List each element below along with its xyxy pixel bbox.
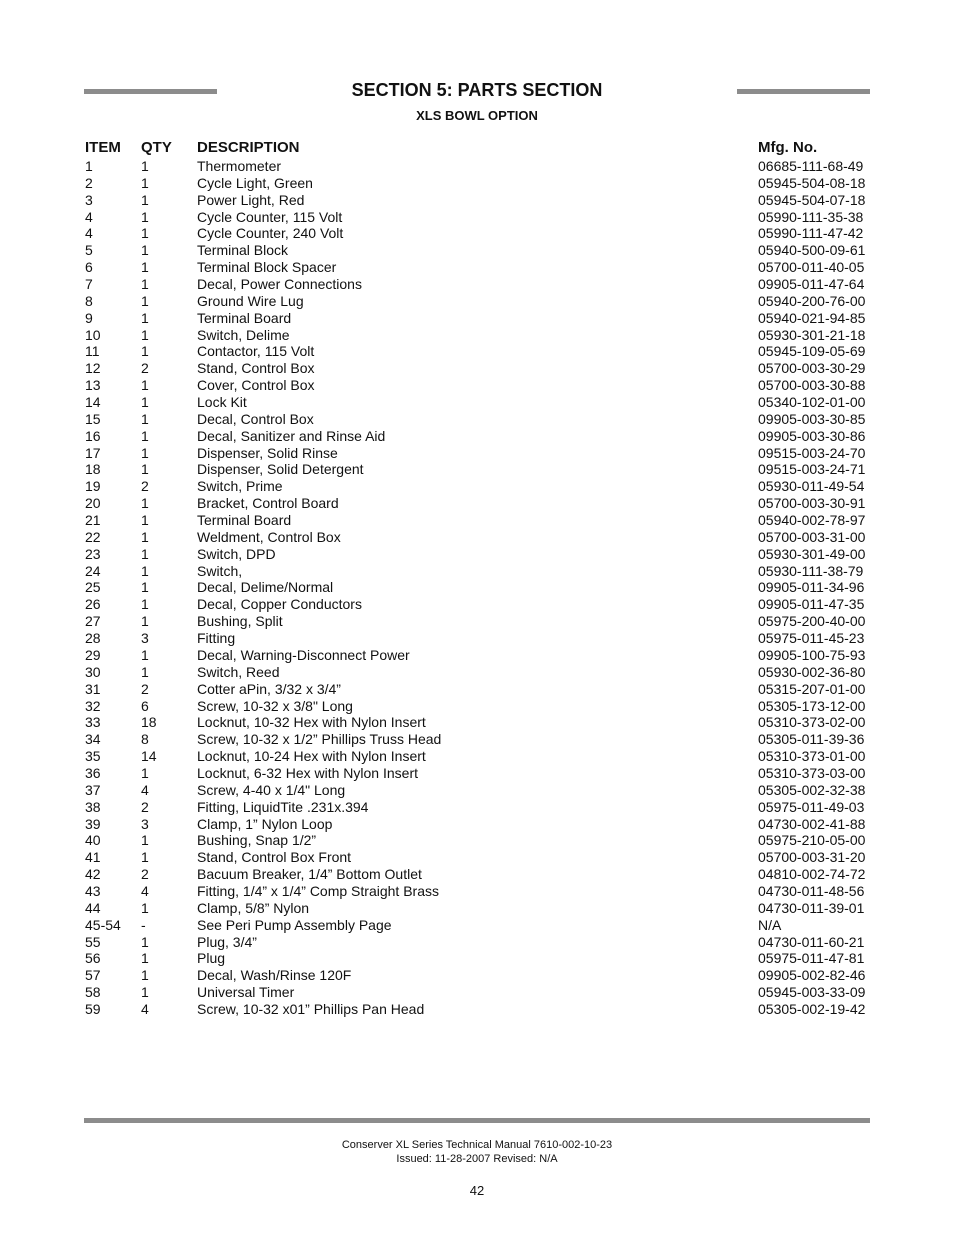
row-item: 31: [85, 680, 101, 697]
row-qty: 1: [141, 394, 149, 411]
row-qty: 2: [141, 478, 149, 495]
table-row: [85, 343, 870, 360]
row-qty: 1: [141, 495, 149, 512]
row-mfg-number: 05930-301-21-18: [758, 326, 866, 343]
row-mfg-number: 05945-504-08-18: [758, 174, 866, 191]
row-qty: 2: [141, 680, 149, 697]
row-description: Locknut, 10-32 Hex with Nylon Insert: [197, 714, 426, 731]
row-mfg-number: 09905-011-34-96: [758, 579, 865, 596]
row-description: Decal, Warning-Disconnect Power: [197, 646, 410, 663]
row-item: 34: [85, 731, 101, 748]
row-item: 45-54: [85, 916, 121, 933]
row-qty: 1: [141, 933, 149, 950]
table-row: [85, 681, 870, 698]
row-mfg-number: 05930-002-36-80: [758, 663, 866, 680]
row-qty: 1: [141, 444, 149, 461]
row-mfg-number: 05945-109-05-69: [758, 343, 866, 360]
row-item: 30: [85, 663, 101, 680]
row-mfg-number: 05305-002-32-38: [758, 781, 866, 798]
row-description: Screw, 10-32 x 1/2” Phillips Truss Head: [197, 731, 442, 748]
table-row: [85, 242, 870, 259]
row-item: 21: [85, 512, 101, 529]
row-qty: 1: [141, 967, 149, 984]
row-item: 24: [85, 562, 101, 579]
row-description: Power Light, Red: [197, 191, 305, 208]
row-qty: 2: [141, 360, 149, 377]
row-description: Clamp, 5/8” Nylon: [197, 899, 310, 916]
table-row: [85, 209, 870, 226]
row-description: Decal, Copper Conductors: [197, 596, 362, 613]
table-row: [85, 664, 870, 681]
table-row: [85, 900, 870, 917]
row-mfg-number: 05930-111-38-79: [758, 562, 864, 579]
row-qty: 1: [141, 663, 149, 680]
table-row: [85, 866, 870, 883]
row-qty: 1: [141, 208, 149, 225]
footer-issued: Issued: 11-28-2007 Revised: N/A: [396, 1153, 558, 1165]
row-mfg-number: 05700-003-31-20: [758, 849, 866, 866]
row-qty: 1: [141, 326, 149, 343]
row-description: Contactor, 115 Volt: [197, 343, 315, 360]
row-qty: 4: [141, 1000, 149, 1017]
table-row: [85, 698, 870, 715]
row-item: 13: [85, 377, 101, 394]
row-description: Bacuum Breaker, 1/4” Bottom Outlet: [197, 866, 422, 883]
row-qty: 1: [141, 377, 149, 394]
table-row: [85, 495, 870, 512]
row-description: Ground Wire Lug: [197, 292, 304, 309]
row-item: 14: [85, 394, 101, 411]
row-description: Plug: [197, 950, 226, 967]
row-description: Decal, Wash/Rinse 120F: [197, 967, 352, 984]
row-description: Decal, Power Connections: [197, 276, 362, 293]
row-item: 37: [85, 781, 101, 798]
table-row: [85, 647, 870, 664]
table-row: [85, 917, 870, 934]
row-qty: 6: [141, 697, 149, 714]
row-description: Weldment, Control Box: [197, 528, 341, 545]
row-mfg-number: 05940-021-94-85: [758, 309, 866, 326]
table-row: [85, 175, 870, 192]
table-row: [85, 832, 870, 849]
footer-manual-title: Conserver XL Series Technical Manual 7610-002-10-23: [341, 1139, 613, 1151]
row-description: Stand, Control Box Front: [197, 849, 352, 866]
row-mfg-number: 05700-003-30-91: [758, 495, 866, 512]
page-number: 42: [469, 1183, 485, 1198]
row-qty: 3: [141, 630, 149, 647]
row-item: 5: [85, 242, 93, 259]
table-row: [85, 360, 870, 377]
table-row: [85, 849, 870, 866]
row-mfg-number: 04730-011-60-21: [758, 933, 865, 950]
row-qty: 1: [141, 613, 149, 630]
row-description: Terminal Block Spacer: [197, 259, 337, 276]
row-item: 20: [85, 495, 101, 512]
row-description: Fitting: [197, 630, 236, 647]
row-description: Decal, Control Box: [197, 410, 314, 427]
row-mfg-number: 05940-002-78-97: [758, 512, 866, 529]
row-qty: 1: [141, 512, 149, 529]
row-item: 2: [85, 174, 93, 191]
row-description: Plug, 3/4”: [197, 933, 257, 950]
section-title: SECTION 5: PARTS SECTION: [351, 80, 603, 100]
column-header-description: DESCRIPTION: [197, 139, 300, 156]
row-item: 33: [85, 714, 101, 731]
table-row: [85, 411, 870, 428]
parts-table: [85, 138, 870, 1018]
table-row: [85, 816, 870, 833]
table-row: [85, 546, 870, 563]
footer-rule: [84, 1118, 870, 1123]
row-mfg-number: 05940-500-09-61: [758, 242, 866, 259]
row-description: Switch, Reed: [197, 663, 280, 680]
row-description: Terminal Block: [197, 242, 289, 259]
row-mfg-number: 05975-011-47-81: [758, 950, 865, 967]
table-row: [85, 984, 870, 1001]
row-qty: 1: [141, 259, 149, 276]
row-mfg-number: 06685-111-68-49: [758, 158, 864, 174]
row-item: 6: [85, 259, 93, 276]
row-qty: -: [141, 916, 146, 933]
row-mfg-number: 04730-002-41-88: [758, 815, 866, 832]
row-item: 3: [85, 191, 93, 208]
row-mfg-number: 09905-011-47-64: [758, 276, 865, 293]
row-description: Cycle Light, Green: [197, 174, 313, 191]
row-item: 41: [85, 849, 101, 866]
row-item: 22: [85, 528, 101, 545]
row-item: 39: [85, 815, 101, 832]
table-row: [85, 445, 870, 462]
row-description: Locknut, 10-24 Hex with Nylon Insert: [197, 748, 426, 765]
row-item: 8: [85, 292, 93, 309]
row-description: Cotter aPin, 3/32 x 3/4”: [197, 680, 341, 697]
row-qty: 1: [141, 276, 149, 293]
row-item: 27: [85, 613, 101, 630]
row-qty: 1: [141, 596, 149, 613]
row-item: 17: [85, 444, 101, 461]
row-qty: 1: [141, 579, 149, 596]
column-header-qty: QTY: [141, 139, 172, 156]
row-description: Thermometer: [197, 158, 282, 174]
row-mfg-number: 05975-011-45-23: [758, 630, 865, 647]
row-item: 57: [85, 967, 101, 984]
row-mfg-number: N/A: [758, 916, 782, 933]
row-description: Universal Timer: [197, 984, 295, 1001]
table-row: [85, 158, 870, 175]
row-item: 19: [85, 478, 101, 495]
row-description: Switch, Delime: [197, 326, 290, 343]
row-qty: 1: [141, 545, 149, 562]
row-description: Cycle Counter, 240 Volt: [197, 225, 344, 242]
row-qty: 1: [141, 764, 149, 781]
row-qty: 1: [141, 309, 149, 326]
table-row: [85, 1001, 870, 1018]
row-qty: 1: [141, 174, 149, 191]
row-item: 56: [85, 950, 101, 967]
table-row: [85, 748, 870, 765]
row-item: 7: [85, 276, 93, 293]
row-item: 42: [85, 866, 101, 883]
table-row: [85, 563, 870, 580]
row-mfg-number: 05990-111-35-38: [758, 208, 864, 225]
row-description: Lock Kit: [197, 394, 247, 411]
row-mfg-number: 05315-207-01-00: [758, 680, 866, 697]
table-row: [85, 630, 870, 647]
row-mfg-number: 05975-210-05-00: [758, 832, 866, 849]
row-description: Terminal Board: [197, 309, 292, 326]
row-qty: 1: [141, 410, 149, 427]
row-item: 23: [85, 545, 101, 562]
row-mfg-number: 05945-504-07-18: [758, 191, 866, 208]
row-item: 29: [85, 646, 101, 663]
row-mfg-number: 05990-111-47-42: [758, 225, 864, 242]
row-mfg-number: 05930-301-49-00: [758, 545, 866, 562]
row-item: 9: [85, 309, 93, 326]
row-qty: 1: [141, 832, 149, 849]
row-mfg-number: 05310-373-01-00: [758, 748, 866, 765]
row-item: 12: [85, 360, 101, 377]
row-description: Screw, 10-32 x01” Phillips Pan Head: [197, 1000, 425, 1017]
table-row: [85, 934, 870, 951]
table-row: [85, 765, 870, 782]
table-row: [85, 259, 870, 276]
row-item: 18: [85, 461, 101, 478]
row-description: Decal, Delime/Normal: [197, 579, 334, 596]
table-row: [85, 883, 870, 900]
row-description: Locknut, 6-32 Hex with Nylon Insert: [197, 764, 418, 781]
row-mfg-number: 05305-173-12-00: [758, 697, 866, 714]
row-description: Cover, Control Box: [197, 377, 315, 394]
row-qty: 1: [141, 849, 149, 866]
row-mfg-number: 09905-003-30-85: [758, 410, 866, 427]
row-item: 32: [85, 697, 101, 714]
row-qty: 1: [141, 646, 149, 663]
row-mfg-number: 09905-011-47-35: [758, 596, 865, 613]
row-item: 43: [85, 882, 101, 899]
table-header: [85, 138, 870, 158]
row-mfg-number: 05700-003-30-88: [758, 377, 866, 394]
row-description: Dispenser, Solid Rinse: [197, 444, 338, 461]
row-mfg-number: 05700-011-40-05: [758, 259, 865, 276]
row-mfg-number: 09515-003-24-70: [758, 444, 866, 461]
table-row: [85, 310, 870, 327]
table-row: [85, 192, 870, 209]
row-qty: 4: [141, 781, 149, 798]
row-mfg-number: 09515-003-24-71: [758, 461, 866, 478]
row-item: 55: [85, 933, 101, 950]
row-description: See Peri Pump Assembly Page: [197, 916, 392, 933]
row-item: 40: [85, 832, 101, 849]
row-description: Dispenser, Solid Detergent: [197, 461, 364, 478]
row-qty: 1: [141, 242, 149, 259]
row-mfg-number: 05305-011-39-36: [758, 731, 865, 748]
row-description: Bracket, Control Board: [197, 495, 339, 512]
row-item: 4: [85, 208, 93, 225]
row-item: 16: [85, 427, 101, 444]
row-description: Bushing, Snap 1/2”: [197, 832, 317, 849]
row-qty: 1: [141, 528, 149, 545]
row-item: 4: [85, 225, 93, 242]
row-mfg-number: 05310-373-02-00: [758, 714, 866, 731]
table-row: [85, 596, 870, 613]
row-qty: 2: [141, 866, 149, 883]
row-description: Clamp, 1” Nylon Loop: [197, 815, 333, 832]
row-mfg-number: 05975-200-40-00: [758, 613, 866, 630]
row-item: 28: [85, 630, 101, 647]
section-subtitle: XLS BOWL OPTION: [416, 108, 538, 123]
table-row: [85, 731, 870, 748]
row-qty: 18: [141, 714, 157, 731]
row-item: 59: [85, 1000, 101, 1017]
table-row: [85, 327, 870, 344]
row-mfg-number: 05940-200-76-00: [758, 292, 866, 309]
row-description: Cycle Counter, 115 Volt: [197, 208, 343, 225]
row-mfg-number: 05305-002-19-42: [758, 1000, 866, 1017]
table-row: [85, 579, 870, 596]
row-item: 44: [85, 899, 101, 916]
row-mfg-number: 04810-002-74-72: [758, 866, 866, 883]
row-description: Switch,: [197, 562, 243, 579]
row-qty: 1: [141, 427, 149, 444]
row-qty: 2: [141, 798, 149, 815]
table-row: [85, 377, 870, 394]
row-mfg-number: 05340-102-01-00: [758, 394, 866, 411]
row-qty: 1: [141, 950, 149, 967]
row-item: 26: [85, 596, 101, 613]
table-row: [85, 225, 870, 242]
table-row: [85, 782, 870, 799]
row-item: 10: [85, 326, 101, 343]
row-mfg-number: 09905-003-30-86: [758, 427, 866, 444]
table-row: [85, 799, 870, 816]
table-row: [85, 950, 870, 967]
row-description: Switch, DPD: [197, 545, 276, 562]
row-item: 1: [85, 158, 93, 174]
table-row: [85, 529, 870, 546]
table-row: [85, 461, 870, 478]
row-qty: 4: [141, 882, 149, 899]
row-qty: 1: [141, 225, 149, 242]
row-mfg-number: 05975-011-49-03: [758, 798, 865, 815]
row-qty: 1: [141, 562, 149, 579]
table-row: [85, 276, 870, 293]
row-mfg-number: 05310-373-03-00: [758, 764, 866, 781]
row-mfg-number: 04730-011-39-01: [758, 899, 865, 916]
row-item: 25: [85, 579, 101, 596]
row-description: Stand, Control Box: [197, 360, 315, 377]
table-row: [85, 613, 870, 630]
row-description: Bushing, Split: [197, 613, 283, 630]
row-mfg-number: 05930-011-49-54: [758, 478, 865, 495]
row-qty: 1: [141, 191, 149, 208]
table-row: [85, 967, 870, 984]
table-row: [85, 512, 870, 529]
row-item: 58: [85, 984, 101, 1001]
row-mfg-number: 04730-011-48-56: [758, 882, 865, 899]
row-description: Fitting, 1/4” x 1/4” Comp Straight Brass: [197, 882, 439, 899]
row-mfg-number: 09905-002-82-46: [758, 967, 866, 984]
row-qty: 1: [141, 158, 149, 174]
row-description: Decal, Sanitizer and Rinse Aid: [197, 427, 386, 444]
row-item: 11: [85, 343, 100, 360]
row-qty: 8: [141, 731, 149, 748]
row-item: 15: [85, 410, 101, 427]
row-qty: 3: [141, 815, 149, 832]
table-row: [85, 394, 870, 411]
row-qty: 1: [141, 984, 149, 1001]
row-description: Fitting, LiquidTite .231x.394: [197, 798, 369, 815]
row-qty: 1: [141, 343, 149, 360]
row-description: Switch, Prime: [197, 478, 283, 495]
row-mfg-number: 05700-003-31-00: [758, 528, 866, 545]
table-row: [85, 714, 870, 731]
table-row: [85, 478, 870, 495]
row-mfg-number: 05700-003-30-29: [758, 360, 866, 377]
row-description: Screw, 4-40 x 1/4" Long: [197, 781, 346, 798]
row-mfg-number: 09905-100-75-93: [758, 646, 866, 663]
column-header-mfg: Mfg. No.: [758, 139, 818, 156]
row-mfg-number: 05945-003-33-09: [758, 984, 866, 1001]
row-qty: 1: [141, 899, 149, 916]
row-description: Screw, 10-32 x 3/8" Long: [197, 697, 353, 714]
row-qty: 1: [141, 461, 149, 478]
row-qty: 1: [141, 292, 149, 309]
row-qty: 14: [141, 748, 157, 765]
table-row: [85, 293, 870, 310]
column-header-item: ITEM: [85, 139, 121, 156]
row-item: 38: [85, 798, 101, 815]
table-row: [85, 428, 870, 445]
row-description: Terminal Board: [197, 512, 292, 529]
row-item: 35: [85, 748, 101, 765]
row-item: 36: [85, 764, 101, 781]
